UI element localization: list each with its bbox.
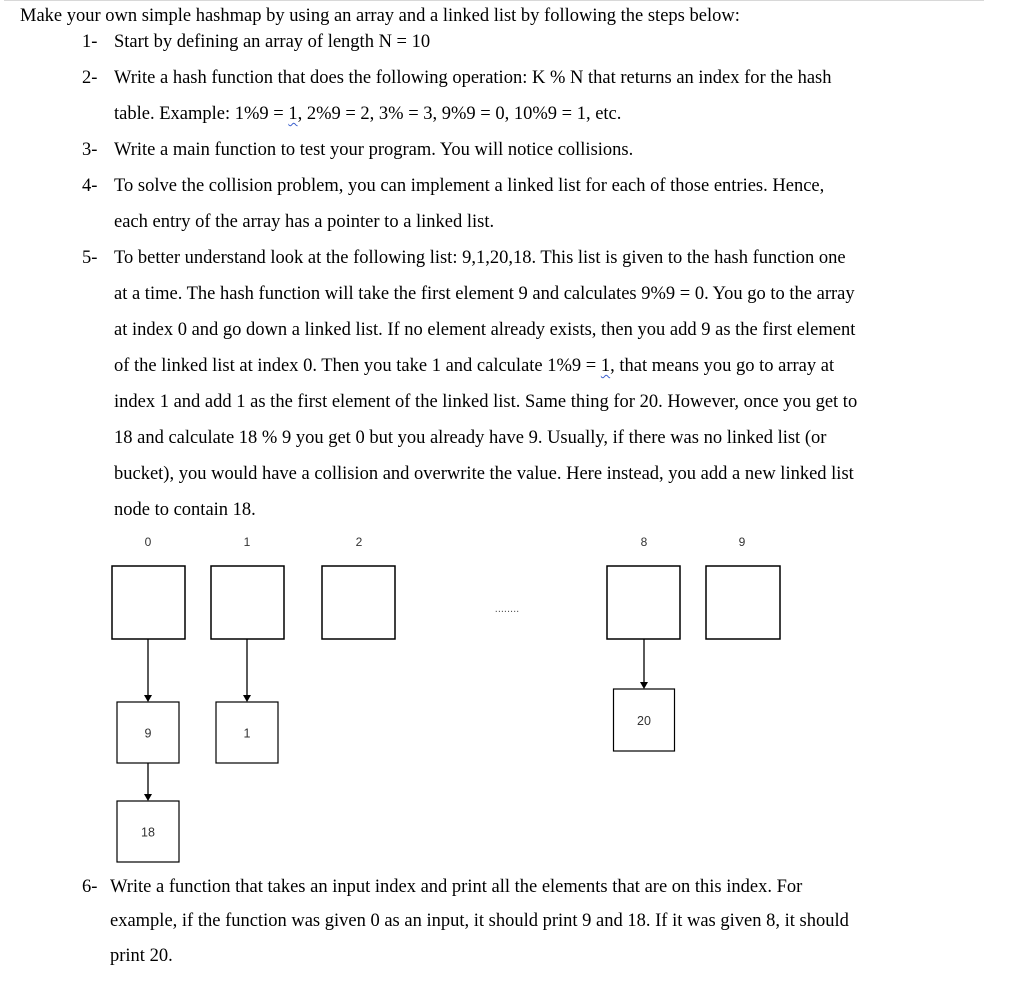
step-number: 2- [82,68,98,88]
bucket-8-box [607,566,680,639]
step-4-line [114,175,824,197]
node-value: 9 [144,726,152,741]
bucket-index-label: 9 [738,535,746,549]
step-6-line [110,945,173,967]
bucket-0-box [112,566,185,639]
text-span: , 2%9 = 2, 3% = 3, 9%9 = 0, 10%9 = 1, etc. [297,104,622,124]
step-5-line [114,391,857,413]
hashmap-diagram [0,525,1024,870]
top-rule [4,0,984,1]
node-value: 1 [243,726,251,741]
step-5-line [114,355,834,377]
text-span: To better understand look at the following list: 9,1,20,18. This list is given to the hash function one [114,248,846,268]
text-span: 1 [288,104,298,124]
step-6-line [110,910,849,932]
ellipsis-gap: ........ [494,603,520,615]
node-value: 18 [141,825,155,840]
text-span: To solve the collision problem, you can implement a linked list for each of those entries. Hence, [114,176,825,196]
step-3-line [114,139,633,161]
step-2-line [114,103,621,125]
arrow-head [144,695,152,702]
text-span: table. Example: 1%9 = [114,104,289,124]
text-span: 1 [600,356,611,376]
bucket-9-box [706,566,780,639]
text-span: at a time. The hash function will take the first element 9 and calculates 9%9 = 0. You go to the array [114,284,855,304]
step-1-line [114,31,430,53]
arrow-head [144,794,152,801]
text-span: Write a main function to test your program. You will notice collisions. [114,140,634,160]
step-5-line [114,283,855,305]
step-5-line [114,499,256,521]
step-number: 1- [82,32,98,52]
text-span: each entry of the array has a pointer to a linked list. [114,212,495,232]
step-5-line [114,427,826,449]
text-span: node to contain 18. [114,500,256,520]
text-span: Start by defining an array of length N = 10 [114,32,431,52]
text-span: example, if the function was given 0 as an input, it should print 9 and 18. If it was given 8, it should [110,911,849,931]
step-5-line [114,463,854,485]
step-number: 4- [82,176,98,196]
text-span: at index 0 and go down a linked list. If no element already exists, then you add 9 as the first element [114,320,856,340]
step-5-line [114,319,855,341]
step-6-line [110,876,802,898]
bucket-1-box [211,566,284,639]
text-span: , that means you go to array at [610,356,835,376]
text-span: Write a hash function that does the following operation: K % N that returns an index for the hash [114,68,832,88]
node-value: 20 [637,714,651,728]
arrow-head [243,695,251,702]
bucket-index-label: 8 [640,535,648,549]
step-4-line [114,211,494,233]
intro-text: Make your own simple hashmap by using an array and a linked list by following the steps below: [20,6,740,26]
bucket-index-label: 2 [355,535,363,549]
text-span: bucket), you would have a collision and overwrite the value. Here instead, you add a new linked list [114,464,854,484]
bucket-2-box [322,566,395,639]
text-span: 18 and calculate 18 % 9 you get 0 but you already have 9. Usually, if there was no linked list (or [114,428,827,448]
text-span: Write a function that takes an input index and print all the elements that are on this index. For [110,877,803,897]
bucket-index-label: 1 [243,535,251,549]
text-span: index 1 and add 1 as the first element of the linked list. Same thing for 20. However, once you get to [114,392,858,412]
text-span: print 20. [110,946,173,966]
step-number: 5- [82,248,98,268]
step-5-line [114,247,846,269]
arrow-head [640,682,648,689]
text-span: of the linked list at index 0. Then you take 1 and calculate 1%9 = [114,356,601,376]
step-number: 6- [82,877,98,897]
bucket-index-label: 0 [144,535,152,549]
step-2-line [114,67,831,89]
step-number: 3- [82,140,98,160]
